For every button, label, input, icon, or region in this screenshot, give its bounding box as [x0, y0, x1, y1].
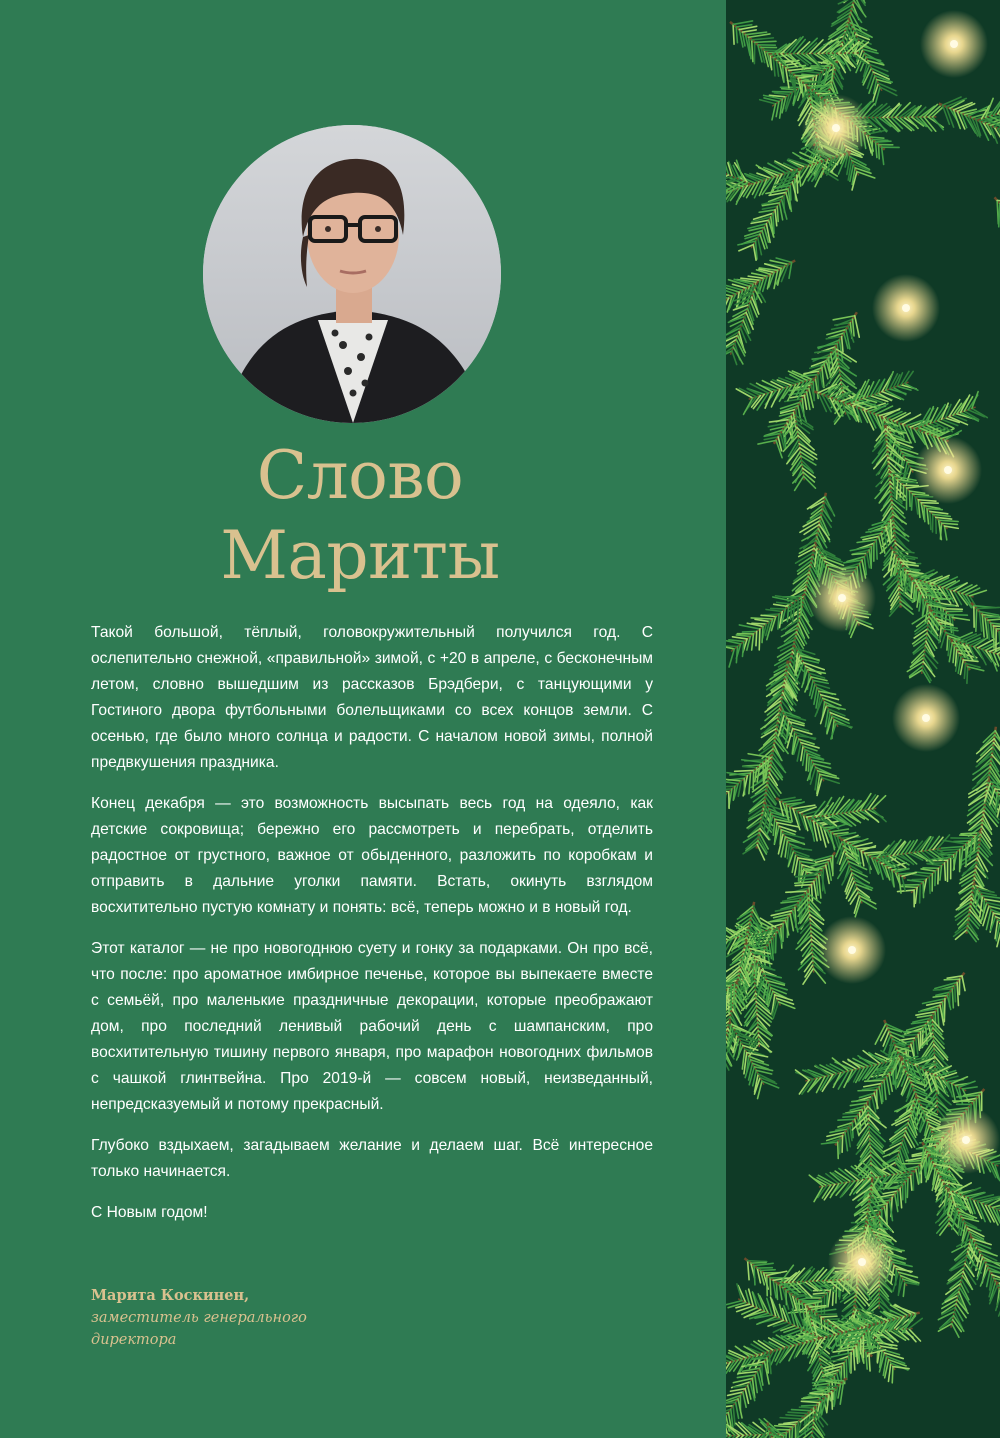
fir-needle: [897, 1191, 898, 1205]
fir-needle: [838, 1142, 839, 1158]
paragraph-3: Этот каталог — не про новогоднюю суету и гонку за подарками. Он про всё, что после: про ароматное имбирное печенье, которое вы выпекаете вместе с семьёй, про маленькие праздничные декорации, которые преображают дом, про последний ленивый рабочий день с шампанским, про восхитительную тишину первого января, про марафон новогодних фильмов с чашкой глинтвейна. Про 2019-й — совсем новый, неизведанный, непредсказуемый и потому прекрасный.: [91, 940, 653, 1113]
fir-needle: [795, 881, 814, 883]
greeting: С Новым годом!: [91, 1204, 208, 1221]
fir-needle: [766, 609, 782, 611]
fir-needle: [736, 25, 752, 27]
fir-needle: [846, 1359, 847, 1379]
paragraph-2: Конец декабря — это возможность высыпать весь год на одеяло, как детские сокровища; бережно его рассмотреть и перебрать, отделить радостное от грустного, важное от обыденного, разложить по коробкам и отправить в дальние уголки памяти. Встать, окинуть взглядом восхитительно пустую комнату и понять: всё, теперь можно и в новый год.: [91, 795, 653, 916]
fir-needle: [811, 885, 812, 901]
fir-needle: [936, 517, 937, 533]
fir-needle: [821, 1316, 837, 1317]
fir-needle: [733, 1406, 735, 1425]
fir-needle: [799, 861, 800, 881]
fir-needle: [775, 1426, 793, 1427]
fir-needle: [915, 887, 917, 903]
fir-needle: [972, 392, 978, 409]
fir-needle: [913, 874, 930, 876]
portrait-photo: [203, 125, 501, 423]
fir-needle: [933, 989, 952, 990]
fir-needle: [903, 1282, 905, 1296]
fir-needle: [948, 639, 950, 655]
fir-needle: [752, 40, 753, 62]
fir-needle: [771, 608, 786, 609]
fir-needle: [944, 999, 945, 1022]
fir-needle: [780, 1418, 801, 1419]
signature-name: Марита Коскинен,: [91, 1287, 250, 1304]
fir-needle: [760, 1270, 775, 1271]
fir-needle: [909, 491, 910, 506]
fir-needle: [816, 878, 818, 895]
fir-needle: [753, 770, 754, 789]
fir-needle: [749, 773, 751, 794]
fir-needle: [770, 1278, 771, 1295]
fir-needle: [748, 1385, 751, 1399]
fir-needle: [850, 1126, 852, 1141]
fir-needle: [892, 1367, 893, 1383]
fir-needle: [945, 863, 946, 880]
fir-needle: [847, 1129, 850, 1147]
fir-needle: [814, 91, 830, 92]
fir-needle: [940, 523, 941, 539]
fir-needle: [869, 1354, 870, 1371]
fir-needle: [733, 24, 734, 44]
fir-needle: [855, 316, 860, 337]
fir-needle: [758, 238, 762, 255]
fir-needle: [961, 833, 978, 834]
fir-needle: [996, 629, 1000, 630]
fir-needle: [941, 847, 963, 849]
fir-needle: [726, 985, 731, 986]
fir-needle: [763, 762, 764, 783]
fir-needle: [849, 1356, 850, 1372]
fir-needle: [866, 1351, 867, 1369]
fir-branches-decoration: [726, 0, 1000, 1438]
fir-needle: [889, 1074, 892, 1092]
fir-needle: [801, 1401, 819, 1402]
fir-needle: [917, 591, 919, 607]
fir-needle: [985, 617, 1000, 618]
fir-needle: [944, 979, 959, 980]
fir-needle: [893, 1367, 909, 1369]
fir-needle: [852, 553, 867, 554]
fir-needle: [918, 1035, 919, 1051]
fir-needle: [927, 864, 941, 866]
fir-needle: [736, 646, 737, 662]
fir-needle: [976, 609, 977, 632]
fir-needle: [726, 646, 738, 647]
fir-needle: [848, 1332, 865, 1333]
paragraph-4: Глубоко вздыхаем, загадываем желание и делаем шаг. Всё интересное только начинается.: [91, 1137, 653, 1180]
fir-needle: [888, 1363, 890, 1381]
fir-needle: [801, 746, 803, 761]
fir-needle: [788, 444, 799, 462]
fir-needle: [754, 1266, 755, 1285]
fir-needle: [867, 553, 870, 567]
fir-needle: [802, 1405, 817, 1406]
fir-needle: [752, 38, 774, 40]
fir-needle: [918, 500, 920, 518]
fir-needle: [792, 1410, 811, 1411]
fir-needle: [797, 175, 798, 193]
fir-needle: [842, 869, 851, 885]
fir-needle: [872, 809, 886, 822]
fir-needle: [773, 819, 775, 835]
fir-needle: [734, 984, 735, 1004]
fir-needle: [838, 1119, 855, 1120]
fir-needle: [843, 1116, 857, 1117]
fir-needle: [843, 1113, 859, 1114]
fir-needle: [790, 185, 791, 199]
fir-needle: [735, 770, 754, 771]
fir-needle: [815, 350, 833, 352]
fir-needle: [884, 1080, 886, 1099]
fir-needle: [904, 1031, 921, 1032]
fir-needle: [886, 1077, 889, 1094]
fir-needle: [779, 797, 795, 800]
fir-needle: [748, 1261, 767, 1262]
fir-needle: [938, 849, 960, 850]
fir-needle: [938, 868, 939, 883]
fir-needle: [809, 906, 824, 920]
fir-needle: [955, 986, 956, 1002]
fir-needle: [808, 757, 809, 771]
fir-needle: [916, 1038, 918, 1054]
fir-needle: [832, 1392, 833, 1409]
fir-needle: [900, 482, 901, 497]
fir-needle: [818, 1314, 837, 1315]
fir-needle: [872, 139, 888, 140]
fir-needle: [921, 869, 935, 871]
fir-needle: [759, 629, 760, 650]
fir-needle: [799, 1407, 813, 1408]
fir-needle: [967, 667, 968, 684]
fir-needle: [755, 41, 776, 42]
fir-needle: [786, 891, 807, 892]
fir-needle: [912, 494, 913, 510]
fir-needle: [952, 617, 953, 634]
fir-needle: [827, 1293, 828, 1307]
fir-needle: [748, 1261, 749, 1280]
fir-branches-icon: [726, 0, 1000, 1438]
fir-needle: [857, 172, 875, 178]
fir-needle: [752, 273, 767, 276]
fir-needle: [880, 1346, 897, 1349]
fir-needle: [911, 1176, 912, 1191]
page-title: [180, 436, 540, 596]
fir-needle: [921, 503, 938, 504]
fir-needle: [920, 885, 921, 903]
fir-needle: [752, 634, 754, 650]
fir-needle: [742, 30, 756, 32]
fir-needle: [810, 1394, 828, 1395]
fir-needle: [957, 982, 958, 1005]
fir-needle: [754, 1263, 773, 1265]
fir-needle: [974, 836, 975, 851]
fir-needle: [830, 829, 848, 832]
fir-needle: [858, 1090, 877, 1091]
fir-needle: [743, 766, 757, 767]
fir-needle: [736, 635, 750, 637]
fir-needle: [803, 750, 805, 766]
fir-needle: [963, 1087, 978, 1089]
fir-needle: [953, 646, 954, 662]
fir-needle: [818, 375, 819, 391]
fir-needle: [997, 200, 998, 223]
fir-needle: [962, 976, 965, 991]
fir-needle: [804, 395, 806, 409]
fir-needle: [795, 885, 811, 886]
fir-needle: [952, 989, 953, 1008]
fir-needle: [748, 276, 763, 278]
letter-body: [91, 620, 653, 1241]
fir-needle: [764, 614, 779, 615]
fir-needle: [875, 141, 891, 142]
fir-needle: [783, 800, 801, 803]
fir-needle: [878, 1343, 897, 1346]
fir-needle: [903, 1035, 919, 1036]
fir-needle: [814, 1186, 823, 1201]
fir-needle: [786, 1415, 805, 1416]
fir-needle: [733, 21, 752, 24]
fir-needle: [736, 1402, 739, 1418]
fir-needle: [743, 1392, 746, 1407]
fir-needle: [952, 1083, 956, 1100]
fir-needle: [879, 145, 880, 159]
fir-needle: [726, 781, 738, 783]
fir-needle: [988, 619, 1000, 621]
fir-needle: [964, 663, 965, 678]
portrait-illustration: [203, 125, 501, 423]
fir-needle: [737, 1375, 755, 1378]
fir-needle: [947, 636, 948, 650]
fir-needle: [907, 1179, 908, 1198]
fir-needle: [745, 1389, 748, 1404]
fir-needle: [788, 1412, 808, 1413]
fir-needle: [939, 520, 959, 521]
fir-needle: [935, 871, 936, 885]
fir-needle: [868, 855, 870, 873]
fir-needle: [924, 506, 925, 522]
fir-needle: [744, 398, 753, 414]
fir-needle: [742, 641, 743, 656]
fir-needle: [858, 1342, 859, 1361]
fir-needle: [900, 1188, 902, 1208]
fir-needle: [791, 604, 792, 619]
fir-needle: [779, 203, 782, 220]
fir-needle: [820, 1380, 844, 1381]
paragraph-1: Такой большой, тёплый, головокружительный получился год. С ослепительно снежной, «правильной» зимой, с +20 в апреле, с бесконечным летом, словно вышедшим из рассказов Брэдбери, с танцующими у Гостиного двора футбольными болельщиками со всех концов земли. С осенью, где было много солнца и радости. С началом новой зимы, полной предвкушения праздника.: [91, 624, 653, 771]
fir-needle: [908, 880, 924, 882]
fir-needle: [819, 875, 821, 898]
fir-needle: [982, 896, 1000, 899]
fir-needle: [930, 511, 931, 529]
fir-needle: [785, 840, 787, 857]
fir-needle: [755, 619, 769, 621]
fir-needle: [977, 607, 1000, 608]
fir-needle: [778, 614, 779, 629]
fir-needle: [806, 753, 807, 770]
fir-needle: [751, 618, 772, 619]
fir-needle: [902, 1163, 921, 1164]
fir-needle: [761, 615, 776, 616]
fir-needle: [756, 631, 757, 645]
fir-needle: [826, 1359, 846, 1361]
fir-needle: [938, 421, 954, 428]
fir-needle: [751, 1262, 766, 1263]
fir-needle: [795, 476, 804, 490]
fir-needle: [742, 631, 756, 632]
fir-needle: [732, 637, 747, 639]
fir-needle: [774, 93, 789, 94]
fir-needle: [824, 1319, 839, 1320]
fir-needle: [777, 206, 778, 221]
fir-needle: [845, 1132, 847, 1150]
fir-needle: [777, 602, 792, 604]
fir-needle: [813, 968, 825, 983]
fir-needle: [876, 540, 877, 559]
fir-needle: [758, 1022, 773, 1035]
fir-needle: [942, 419, 958, 425]
fir-needle: [775, 210, 777, 226]
fir-needle: [790, 914, 793, 931]
fir-needle: [776, 1283, 777, 1300]
fir-needle: [762, 626, 763, 642]
fir-needle: [780, 99, 783, 118]
fir-needle: [923, 868, 938, 869]
fir-needle: [993, 626, 994, 648]
fir-needle: [759, 210, 775, 212]
title-line-2: Мариты: [220, 517, 500, 594]
fir-needle: [941, 606, 955, 607]
fir-needle: [774, 604, 789, 606]
title-line-1: Слово: [256, 437, 464, 514]
fir-needle: [842, 336, 843, 351]
fir-needle: [987, 1271, 990, 1287]
signature-role-line-2: директора: [91, 1332, 177, 1348]
fir-needle: [759, 1043, 771, 1052]
fir-needle: [857, 540, 876, 543]
fir-needle: [755, 1375, 757, 1393]
fir-needle: [942, 523, 958, 524]
fir-needle: [834, 1389, 835, 1406]
fir-needle: [792, 1427, 793, 1438]
signature-role-line-1: заместитель генерального: [91, 1310, 307, 1326]
fir-needle: [853, 319, 854, 336]
signature: [91, 1285, 421, 1351]
fir-needle: [929, 876, 930, 893]
